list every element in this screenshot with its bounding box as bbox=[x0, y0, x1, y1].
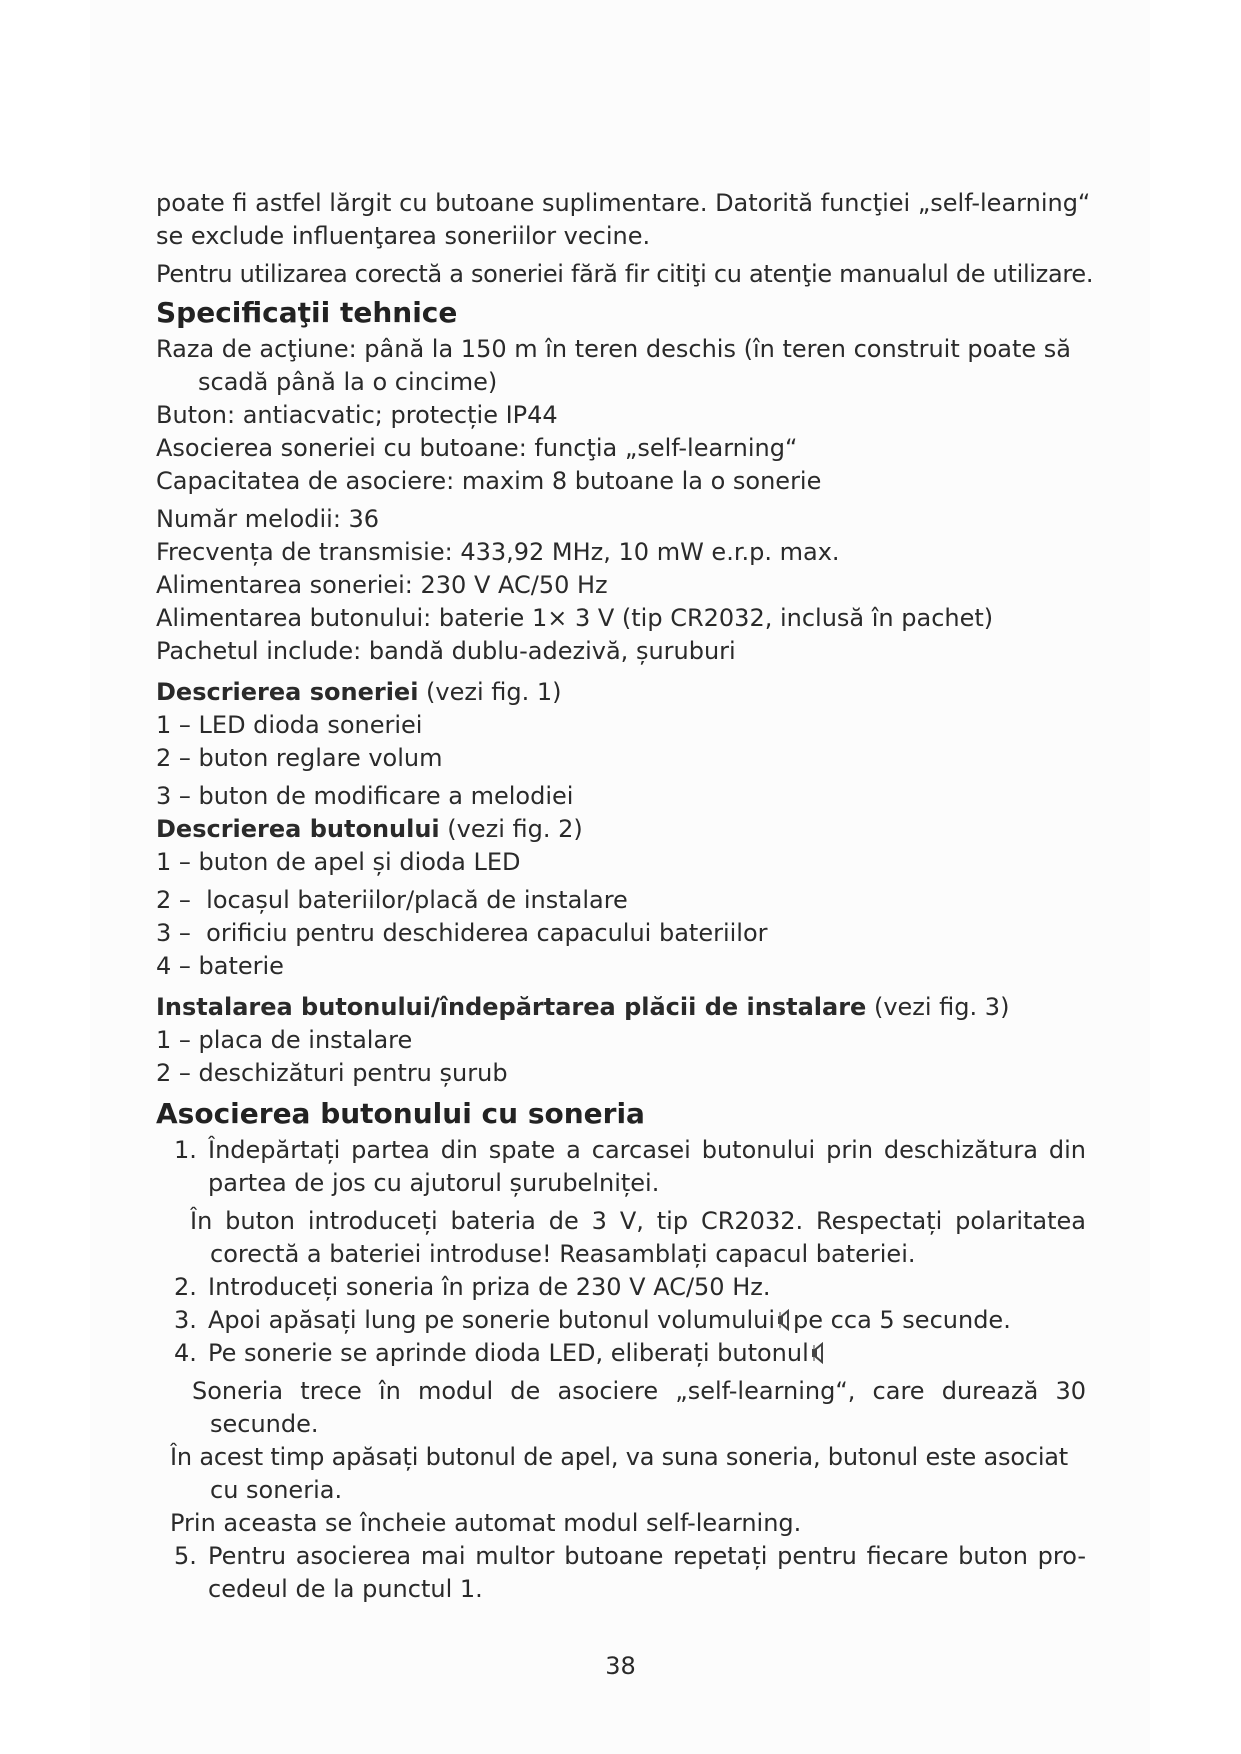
step-2-text: Introduceți soneria în priza de 230 V AC/50 Hz. bbox=[208, 1273, 771, 1301]
doorbell-description-section bbox=[156, 676, 1086, 813]
spec-item: Asocierea soneriei cu butoane: funcţia „self-learning“ bbox=[156, 434, 798, 462]
spec-item: Buton: antiacvatic; protecție IP44 bbox=[156, 401, 558, 429]
intro-line-2: se exclude influenţarea soneriilor vecine. bbox=[156, 222, 651, 250]
button-description-ref: (vezi fig. 2) bbox=[439, 815, 583, 843]
intro-line-3: Pentru utilizarea corectă a soneriei fără fir citiţi cu atenţie manualul de utilizare. bbox=[156, 260, 1094, 288]
doorbell-part: 3 – buton de modificare a melodiei bbox=[156, 782, 574, 810]
step-1-line-2: partea de jos cu ajutorul șurubelniței. bbox=[208, 1169, 660, 1197]
step-4-text-main: Pe sonerie se aprinde dioda LED, eliberați butonul bbox=[208, 1339, 809, 1367]
button-part: 3 – orificiu pentru deschiderea capacului bateriilor bbox=[156, 919, 768, 947]
spec-range-line-1: Raza de acţiune: până la 150 m în teren deschis (în teren construit poate să bbox=[156, 335, 1071, 363]
pairing-step-5 bbox=[156, 1540, 1086, 1606]
pairing-section bbox=[156, 1096, 1086, 1606]
spec-item: Alimentarea soneriei: 230 V AC/50 Hz bbox=[156, 571, 608, 599]
pairing-step-4-continued bbox=[156, 1375, 1086, 1441]
step-number: 1. bbox=[174, 1136, 197, 1164]
spec-item: Capacitatea de asociere: maxim 8 butoane la o sonerie bbox=[156, 467, 822, 495]
page-number: 38 bbox=[605, 1652, 636, 1680]
step-3-text-pre: Apoi apăsați lung pe sonerie butonul volumului bbox=[208, 1306, 776, 1334]
step-1-line-1: Îndepărtați partea din spate a carcasei butonului prin deschizătura din bbox=[208, 1136, 1086, 1164]
step-number: 3. bbox=[174, 1306, 197, 1334]
step-4b-line-2: secunde. bbox=[210, 1410, 319, 1438]
spec-item: Frecvența de transmisie: 433,92 MHz, 10 mW e.r.p. max. bbox=[156, 538, 840, 566]
pairing-step-4 bbox=[156, 1337, 1086, 1370]
pairing-step-3 bbox=[156, 1304, 1086, 1337]
specs-section bbox=[156, 295, 1086, 668]
pairing-step-2 bbox=[156, 1271, 1086, 1304]
doorbell-description-title bbox=[156, 676, 1086, 709]
button-description-title bbox=[156, 813, 1086, 846]
step-number: 5. bbox=[174, 1542, 197, 1570]
doorbell-description-ref: (vezi fig. 1) bbox=[418, 678, 562, 706]
step-1b-line-1: În buton introduceți bateria de 3 V, tip CR2032. Respectați polaritatea bbox=[190, 1207, 1086, 1235]
step-4b-line-1: Soneria trece în modul de asociere „self-learning“, care durează 30 bbox=[192, 1377, 1086, 1405]
pairing-heading: Asocierea butonului cu soneria bbox=[156, 1097, 645, 1130]
button-description-section bbox=[156, 813, 1086, 983]
step-3-text bbox=[208, 1304, 1086, 1337]
speaker-icon bbox=[811, 1342, 825, 1364]
spec-range-line-2: scadă până la o cincime) bbox=[198, 368, 498, 396]
install-label: Instalarea butonului/îndepărtarea plăcii de instalare bbox=[156, 993, 867, 1021]
pairing-step-1-continued bbox=[156, 1205, 1086, 1271]
intro-section bbox=[156, 187, 1094, 291]
step-4d-text: Prin aceasta se încheie automat modul self-learning. bbox=[170, 1509, 802, 1537]
pairing-step-1 bbox=[156, 1134, 1086, 1200]
intro-line-1: poate fi astfel lărgit cu butoane suplimentare. Datorită funcţiei „self-learning“ bbox=[156, 189, 1091, 217]
spec-item: Pachetul include: bandă dublu-adezivă, șuruburi bbox=[156, 637, 736, 665]
install-part: 1 – placa de instalare bbox=[156, 1026, 413, 1054]
button-part: 1 – buton de apel și dioda LED bbox=[156, 848, 521, 876]
spec-item: Alimentarea butonului: baterie 1× 3 V (tip CR2032, inclusă în pachet) bbox=[156, 604, 994, 632]
install-title bbox=[156, 991, 1086, 1024]
pairing-step-4-note bbox=[156, 1441, 1086, 1540]
step-3-text-post: pe cca 5 secunde. bbox=[793, 1306, 1011, 1334]
step-4c-line-1: În acest timp apăsați butonul de apel, va suna soneria, butonul este asociat bbox=[170, 1443, 1069, 1471]
specs-heading: Specificaţii tehnice bbox=[156, 296, 458, 329]
install-part: 2 – deschizături pentru șurub bbox=[156, 1059, 508, 1087]
step-number: 2. bbox=[174, 1273, 197, 1301]
doorbell-part: 1 – LED dioda soneriei bbox=[156, 711, 423, 739]
step-1b-line-2: corectă a bateriei introduse! Reasamblați capacul bateriei. bbox=[210, 1240, 916, 1268]
doorbell-part: 2 – buton reglare volum bbox=[156, 744, 443, 772]
spec-item: Număr melodii: 36 bbox=[156, 505, 380, 533]
button-description-label: Descrierea butonului bbox=[156, 815, 440, 843]
step-4-text bbox=[208, 1337, 1086, 1370]
step-4c-line-2: cu soneria. bbox=[210, 1476, 343, 1504]
install-ref: (vezi fig. 3) bbox=[866, 993, 1010, 1021]
button-part: 4 – baterie bbox=[156, 952, 284, 980]
step-number: 4. bbox=[174, 1339, 197, 1367]
step-5-line-1: Pentru asocierea mai multor butoane repetați pentru fiecare buton pro- bbox=[208, 1542, 1086, 1570]
button-part: 2 – locașul bateriilor/placă de instalare bbox=[156, 886, 628, 914]
step-5-line-2: cedeul de la punctul 1. bbox=[208, 1575, 483, 1603]
speaker-icon bbox=[777, 1309, 791, 1331]
page-content bbox=[156, 187, 1094, 1606]
install-section bbox=[156, 991, 1086, 1090]
doorbell-description-label: Descrierea soneriei bbox=[156, 678, 419, 706]
